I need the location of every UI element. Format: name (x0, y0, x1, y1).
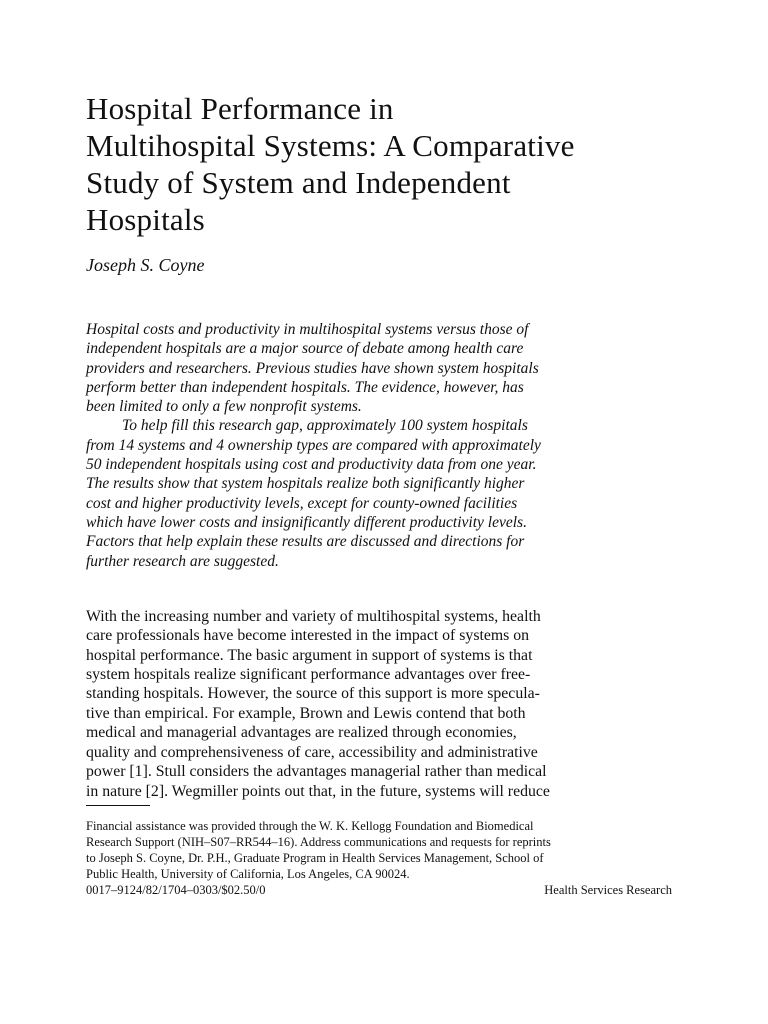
abstract-line: from 14 systems and 4 ownership types are compared with approximately (86, 436, 541, 454)
body-line: in nature [2]. Wegmiller points out that, in the future, systems will reduce (86, 782, 550, 800)
title-line: Study of System and Independent (86, 165, 511, 200)
footnote-divider (86, 805, 150, 806)
title-line: Hospital Performance in (86, 91, 394, 126)
body-line: medical and managerial advantages are realized through economies, (86, 724, 517, 742)
abstract-line: Factors that help explain these results are discussed and directions for (86, 533, 525, 551)
abstract-line: To help fill this research gap, approximately 100 system hospitals (122, 417, 528, 435)
abstract (86, 320, 676, 571)
title-line: Multihospital Systems: A Comparative (86, 128, 575, 163)
abstract-line: which have lower costs and insignificantly different productivity levels. (86, 513, 527, 531)
abstract-line: 50 independent hospitals using cost and productivity data from one year. (86, 456, 537, 474)
abstract-line: The results show that system hospitals realize both significantly higher (86, 475, 525, 493)
body-line: quality and comprehensiveness of care, accessibility and administrative (86, 743, 538, 761)
body-line: power [1]. Stull considers the advantages managerial rather than medical (86, 763, 547, 781)
abstract-line: Hospital costs and productivity in multihospital systems versus those of (86, 321, 529, 338)
footnote-line: Financial assistance was provided through the W. K. Kellogg Foundation and Biomedical (86, 818, 534, 833)
abstract-line: providers and researchers. Previous studies have shown system hospitals (86, 359, 539, 377)
body-line: hospital performance. The basic argument in support of systems is that (86, 646, 533, 664)
title-line: Hospitals (86, 202, 205, 237)
abstract-line: cost and higher productivity levels, except for county-owned facilities (86, 494, 518, 512)
abstract-line: perform better than independent hospitals. The evidence, however, has (86, 378, 524, 396)
footnote-line: Research Support (NIH–S07–RR544–16). Address communications and requests for reprints (86, 834, 551, 849)
body-line: care professionals have become interested in the impact of systems on (86, 627, 530, 645)
footnote-last-line (86, 882, 672, 898)
body-text (86, 607, 676, 801)
abstract-line: been limited to only a few nonprofit systems. (86, 398, 362, 416)
body-line: standing hospitals. However, the source of this support is more specula- (86, 685, 540, 703)
footnote (86, 818, 676, 898)
article-title (86, 90, 676, 238)
abstract-line: independent hospitals are a major source of debate among health care (86, 340, 524, 358)
body-line: With the increasing number and variety of multihospital systems, health (86, 607, 541, 625)
footnote-line: to Joseph S. Coyne, Dr. P.H., Graduate Program in Health Services Management, School of (86, 850, 544, 865)
article-page (86, 90, 676, 898)
article-code: 0017–9124/82/1704–0303/$02.50/0 (86, 882, 266, 897)
body-line: tive than empirical. For example, Brown and Lewis contend that both (86, 704, 526, 722)
journal-name: Health Services Research (544, 882, 672, 897)
footnote-line: Public Health, University of California, Los Angeles, CA 90024. (86, 866, 410, 881)
abstract-line: further research are suggested. (86, 552, 279, 570)
body-line: system hospitals realize significant performance advantages over free- (86, 666, 531, 684)
author-name: Joseph S. Coyne (86, 255, 205, 275)
